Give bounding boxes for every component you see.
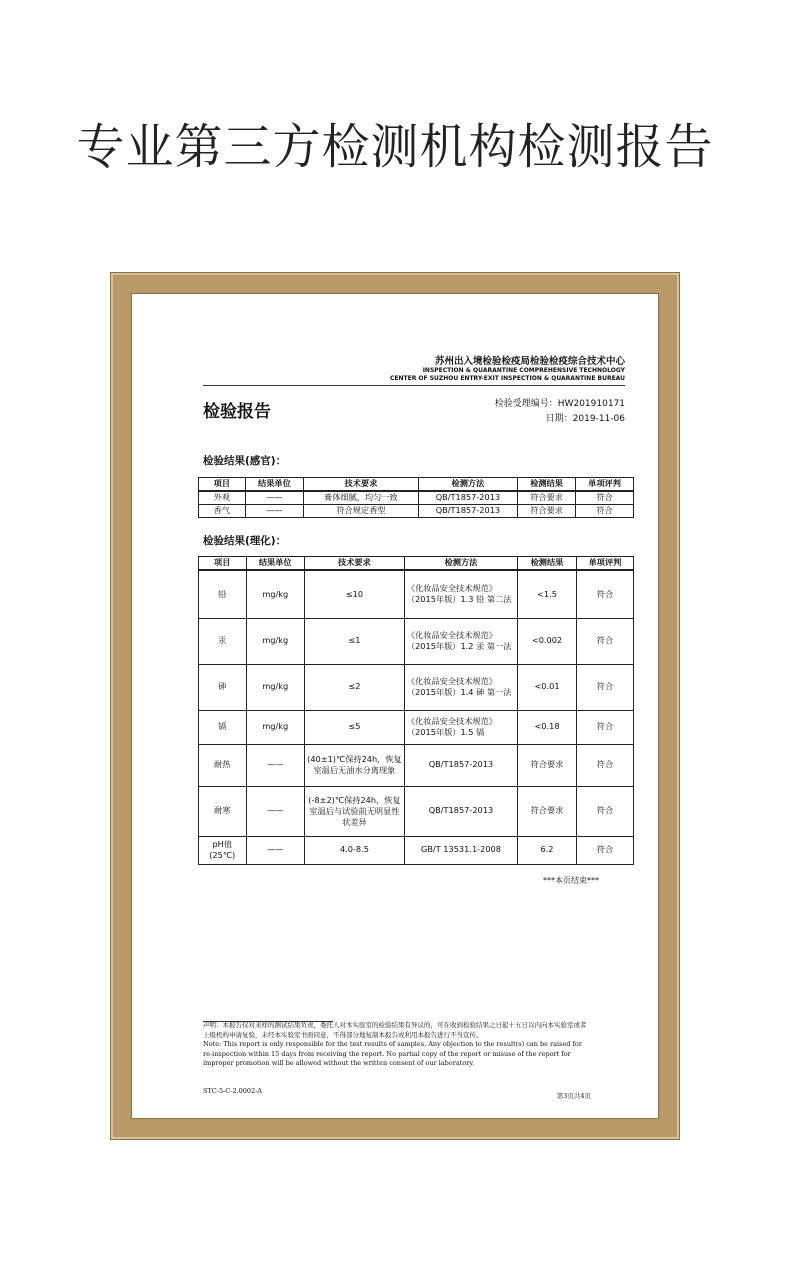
cell: QB/T1857-2013: [418, 491, 517, 505]
report-date: 日期：2019-11-06: [545, 414, 625, 424]
cell: ≤5: [305, 710, 405, 744]
report-title: 检验报告: [203, 402, 271, 422]
col-method: 检测方法: [404, 557, 517, 571]
col-judgement: 单项评判: [576, 557, 633, 571]
col-item: 项目: [199, 557, 247, 571]
page-title: 专业第三方检测机构检测报告: [76, 119, 714, 175]
report-number: 检验受理编号：HW201910171: [494, 399, 625, 409]
cell: 符合规定香型: [304, 505, 419, 518]
cell: 符合: [576, 505, 634, 518]
table-row: [199, 786, 634, 836]
page-number: 第3页共4页: [556, 1092, 591, 1100]
sensory-heading: 检验结果(感官)：: [203, 455, 287, 467]
org-name-en-line1: INSPECTION & QUARANTINE COMPREHENSIVE TECHNOLOGY: [422, 367, 625, 374]
table-row: [199, 710, 634, 744]
cell: 符合要求: [518, 744, 577, 786]
cell: 汞: [199, 618, 247, 664]
header-divider: [203, 385, 625, 386]
cell: (40±1)℃保持24h，恢复室温后无油水分离现象: [305, 744, 405, 786]
col-result: 检测结果: [518, 478, 576, 492]
report-document: [131, 293, 659, 1119]
table-row: [199, 664, 634, 710]
org-name-en: [390, 367, 625, 383]
cell: 符合: [576, 664, 633, 710]
cell: ≤10: [305, 570, 405, 618]
table-row: [199, 836, 634, 864]
col-unit: 结果单位: [246, 557, 305, 571]
col-requirement: 技术要求: [304, 478, 419, 492]
cell: 耐热: [199, 744, 247, 786]
cell: 符合: [576, 570, 633, 618]
cell: <0.002: [518, 618, 577, 664]
cell: 符合要求: [518, 491, 576, 505]
cell: QB/T1857-2013: [404, 744, 517, 786]
col-result: 检测结果: [518, 557, 577, 571]
cell: ≤1: [305, 618, 405, 664]
cell: QB/T1857-2013: [404, 786, 517, 836]
cell: ≤2: [305, 664, 405, 710]
cell: 符合要求: [518, 505, 576, 518]
col-requirement: 技术要求: [305, 557, 405, 571]
cell: 膏体细腻，均匀一致: [304, 491, 419, 505]
org-name-en-line2: CENTER OF SUZHOU ENTRY-EXIT INSPECTION & QUARANTINE BUREAU: [389, 375, 625, 382]
sensory-table: [198, 477, 634, 518]
table-row: [199, 570, 634, 618]
cell: mg/kg: [246, 710, 305, 744]
cell: 镉: [199, 710, 247, 744]
page-end-mark: ***本页结束***: [543, 876, 599, 885]
physchem-header-row: [199, 557, 634, 571]
cell: mg/kg: [246, 570, 305, 618]
cell: 符合: [576, 836, 633, 864]
cell: 耐寒: [199, 786, 247, 836]
cell: 外观: [199, 491, 246, 505]
disclaimer-en: Note: This report is only responsible for the test results of samples. Any objection to the result(s) can be raised for re-inspection within 15 days from receiving the report. No partial copy of the report or misuse of the report for improper promotion will be allowed without the written consent of our laboratory.: [203, 1040, 582, 1067]
table-row: [199, 491, 634, 505]
sensory-header-row: [199, 478, 634, 492]
cell: 《化妆品安全技术规范》（2015年版）1.2 汞 第一法: [404, 618, 517, 664]
table-row: [199, 618, 634, 664]
report-meta: [495, 397, 625, 427]
physchem-heading: 检验结果(理化)：: [203, 535, 287, 547]
cell: 《化妆品安全技术规范》（2015年版）1.3 铅 第二法: [404, 570, 517, 618]
cell: 4.0-8.5: [305, 836, 405, 864]
cell: pH值(25℃): [199, 836, 247, 864]
disclaimer: [203, 1021, 591, 1069]
col-method: 检测方法: [418, 478, 517, 492]
cell: mg/kg: [246, 664, 305, 710]
picture-frame: [111, 273, 679, 1139]
cell: ——: [246, 836, 305, 864]
cell: ——: [245, 505, 303, 518]
cell: (-8±2)℃保持24h，恢复室温后与试验前无明显性状差异: [305, 786, 405, 836]
cell: QB/T1857-2013: [418, 505, 517, 518]
cell: mg/kg: [246, 618, 305, 664]
cell: 香气: [199, 505, 246, 518]
cell: 符合: [576, 744, 633, 786]
cell: ——: [246, 786, 305, 836]
cell: 符合要求: [518, 786, 577, 836]
cell: 符合: [576, 786, 633, 836]
table-row: [199, 505, 634, 518]
cell: 砷: [199, 664, 247, 710]
cell: 铅: [199, 570, 247, 618]
cell: 符合: [576, 618, 633, 664]
cell: 《化妆品安全技术规范》（2015年版）1.4 砷 第一法: [404, 664, 517, 710]
physchem-table: [198, 556, 634, 865]
col-judgement: 单项评判: [576, 478, 634, 492]
form-code: STC-5-C-2.0002-A: [203, 1087, 263, 1095]
cell: <0.18: [518, 710, 577, 744]
cell: <0.01: [518, 664, 577, 710]
cell: ——: [245, 491, 303, 505]
cell: 符合: [576, 491, 634, 505]
col-item: 项目: [199, 478, 246, 492]
table-row: [199, 744, 634, 786]
cell: GB/T 13531.1-2008: [404, 836, 517, 864]
cell: 符合: [576, 710, 633, 744]
col-unit: 结果单位: [245, 478, 303, 492]
cell: 6.2: [518, 836, 577, 864]
cell: <1.5: [518, 570, 577, 618]
cell: ——: [246, 744, 305, 786]
org-name-cn: 苏州出入境检验检疫局检验检疫综合技术中心: [434, 356, 625, 367]
disclaimer-cn: 声明：本报告仅对来样的测试结果负责，委托人对本实验室的检验结果有异议的，可在收到检验结果之日起十五日以内向本实验室或者上级机构申请复验，未经本实验室书面同意，不得部分地复制本报告或利用本报告进行不当宣传。: [203, 1021, 587, 1039]
cell: 《化妆品安全技术规范》（2015年版）1.5 镉: [404, 710, 517, 744]
